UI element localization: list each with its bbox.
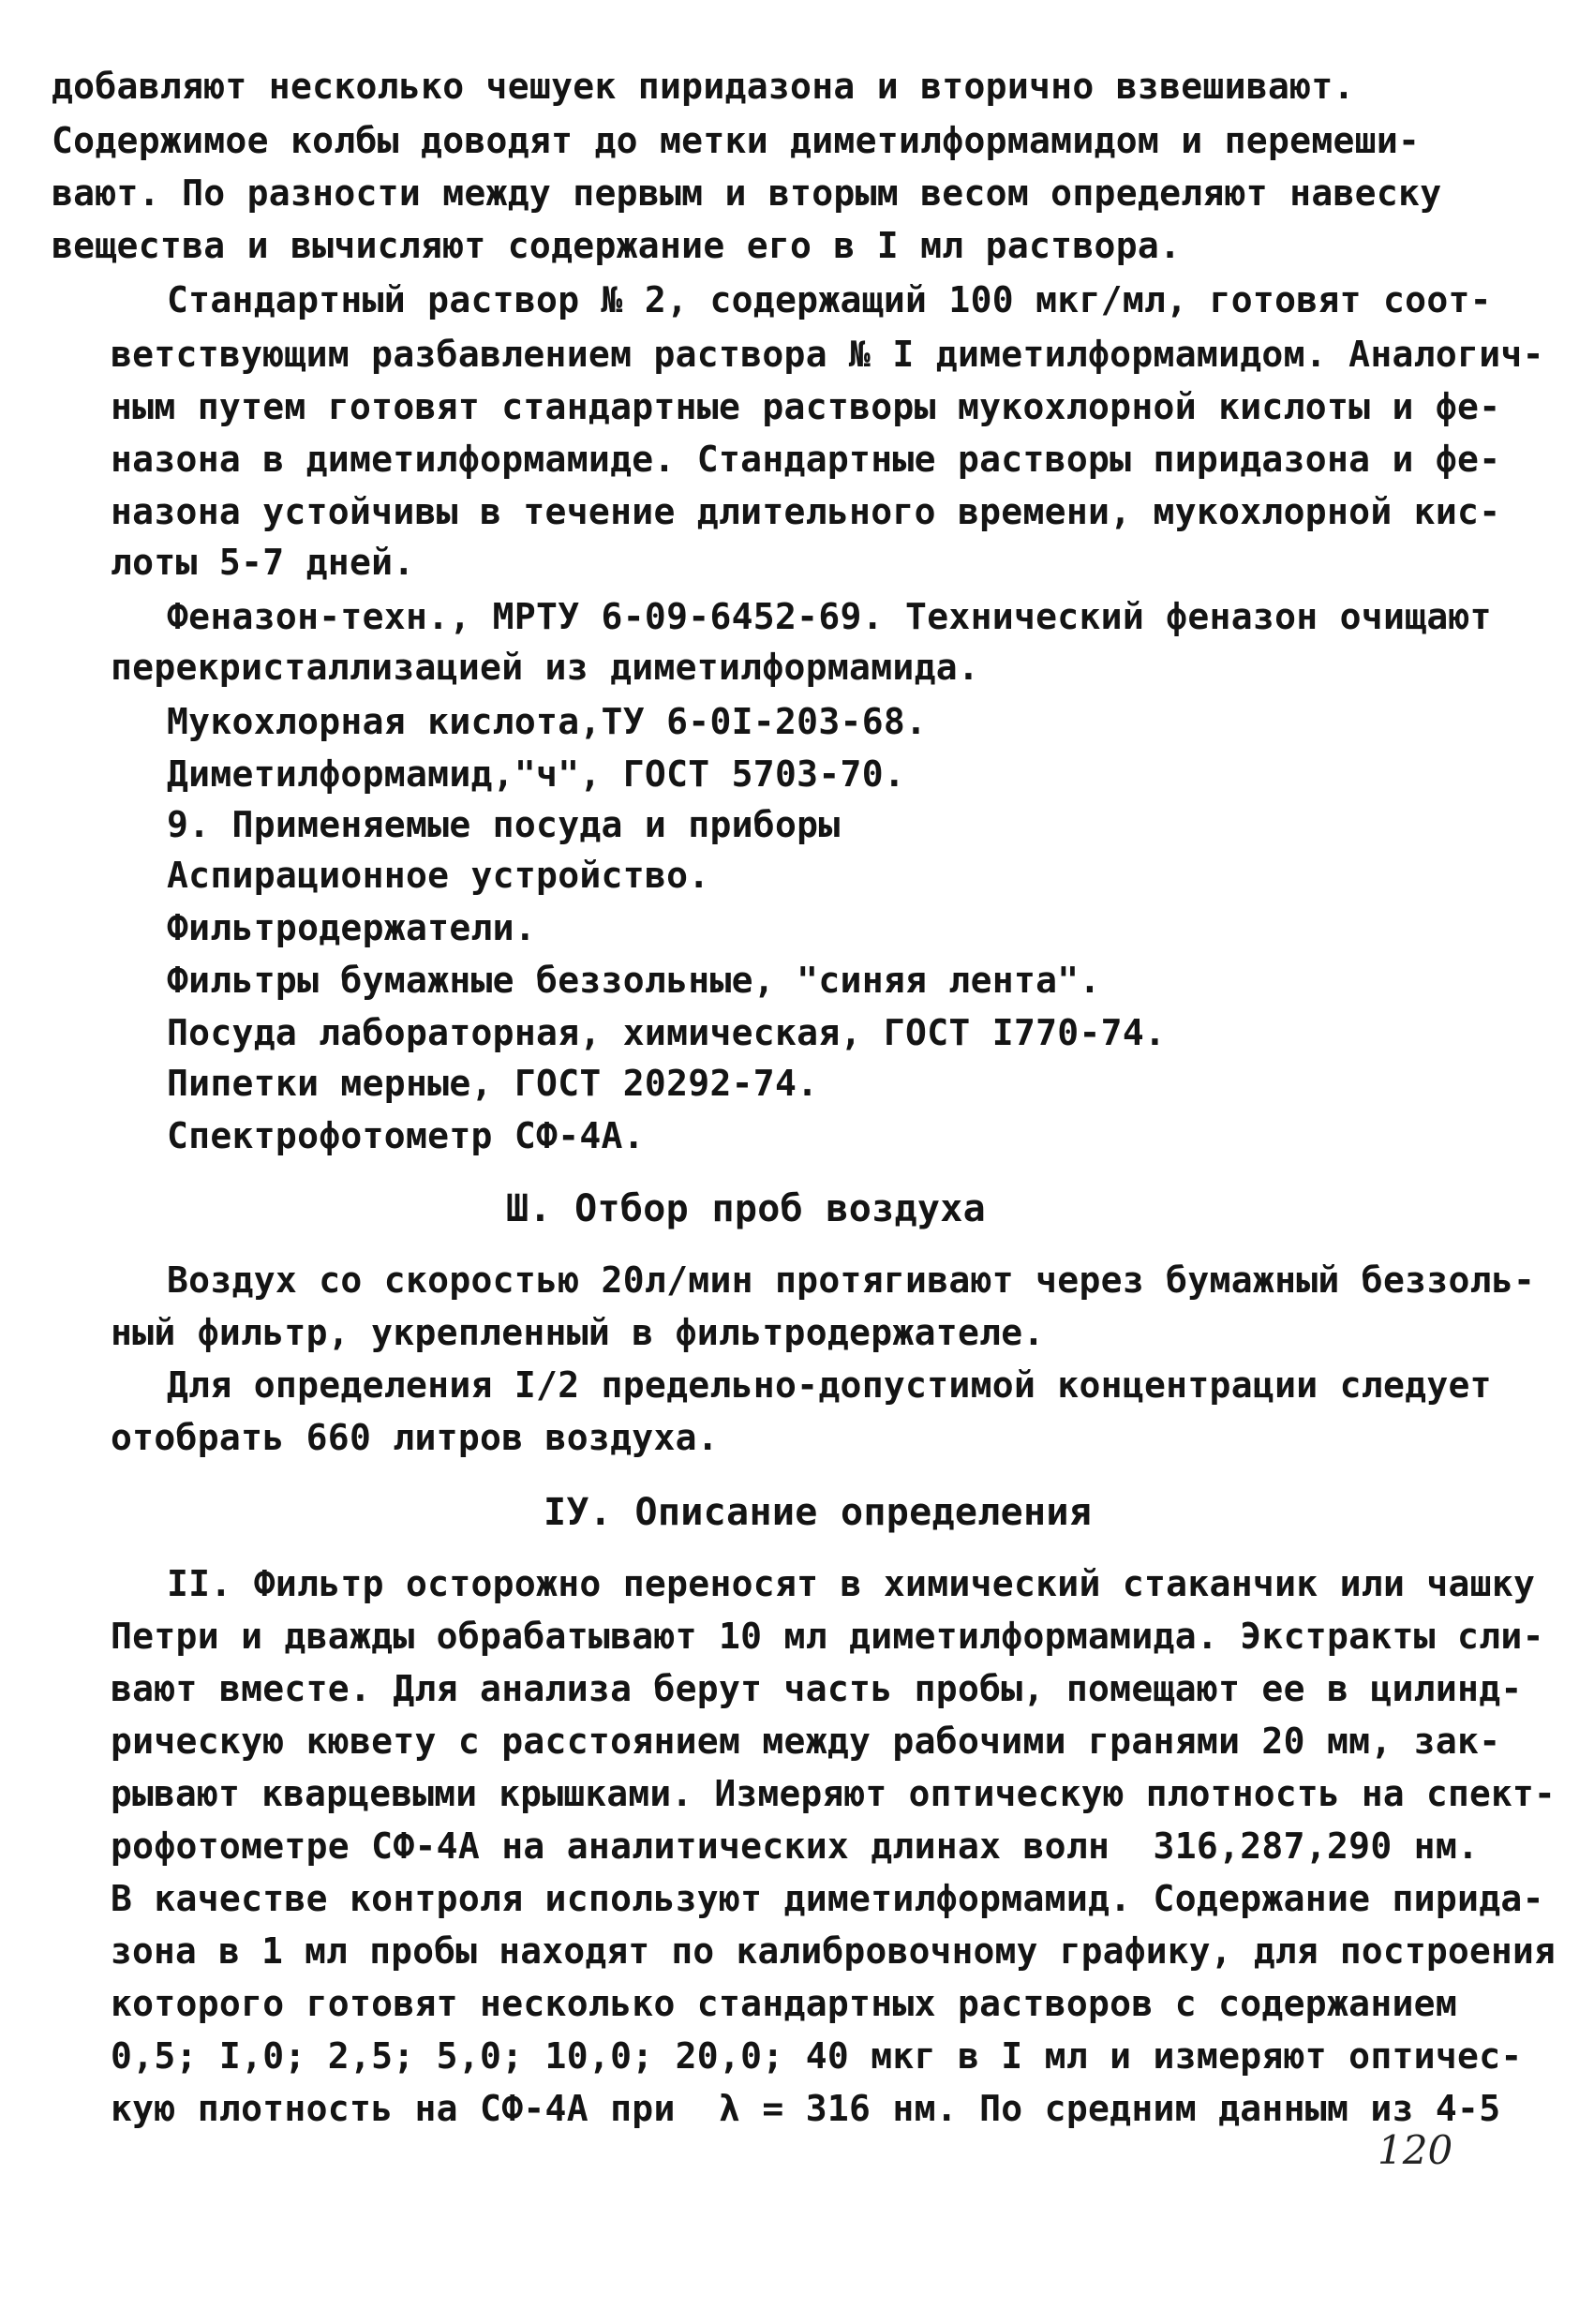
section-heading: IУ. Описание определения bbox=[544, 1491, 1093, 1534]
text-line: Пипетки мерные, ГОСТ 20292-74. bbox=[167, 1063, 819, 1104]
text-line: зона в 1 мл пробы находят по калибровочному графику, для построения bbox=[111, 1930, 1557, 1972]
text-line: 9. Применяемые посуда и приборы bbox=[167, 804, 841, 845]
text-line: вещества и вычисляют содержание его в I мл раствора. bbox=[52, 225, 1182, 266]
text-line: Воздух со скоростью 20л/мин протягивают через бумажный беззоль- bbox=[167, 1259, 1536, 1301]
text-line: II. Фильтр осторожно переносят в химический стаканчик или чашку bbox=[167, 1563, 1536, 1604]
text-line: отобрать 660 литров воздуха. bbox=[111, 1417, 719, 1458]
text-line: рывают кварцевыми крышками. Измеряют оптическую плотность на спект- bbox=[111, 1773, 1557, 1814]
text-line: Посуда лабораторная, химическая, ГОСТ I770-74. bbox=[167, 1012, 1167, 1053]
text-line: рофотометре СФ-4А на аналитических длинах волн 316,287,290 нм. bbox=[111, 1825, 1480, 1867]
text-line: рическую кювету с расстоянием между рабочими гранями 20 мм, зак- bbox=[111, 1721, 1501, 1762]
text-line: Диметилформамид,"ч", ГОСТ 5703-70. bbox=[167, 753, 906, 795]
text-line: Спектрофотометр СФ-4А. bbox=[167, 1115, 645, 1156]
text-line: назона устойчивы в течение длительного времени, мукохлорной кис- bbox=[111, 491, 1501, 532]
text-line: Мукохлорная кислота,ТУ 6-0I-203-68. bbox=[167, 701, 928, 742]
text-line: вают. По разности между первым и вторым весом определяют навеску bbox=[52, 172, 1442, 214]
text-line: Фильтры бумажные беззольные, "синяя лента". bbox=[167, 960, 1101, 1001]
page-number: 120 bbox=[1378, 2127, 1453, 2173]
section-heading: Ш. Отбор проб воздуха bbox=[506, 1187, 987, 1230]
text-line: которого готовят несколько стандартных растворов с содержанием bbox=[111, 1983, 1458, 2024]
text-line: В качестве контроля используют диметилформамид. Содержание пирида- bbox=[111, 1878, 1544, 1919]
text-line: вают вместе. Для анализа берут часть пробы, помещают ее в цилинд- bbox=[111, 1668, 1523, 1709]
text-line: лоты 5-7 дней. bbox=[111, 542, 415, 583]
text-line: Аспирационное устройство. bbox=[167, 855, 710, 896]
text-line: Содержимое колбы доводят до метки диметилформамидом и перемеши- bbox=[52, 120, 1421, 161]
text-line: Феназон-техн., МРТУ 6-09-6452-69. Технический феназон очищают bbox=[167, 596, 1492, 637]
text-line: Петри и дважды обрабатывают 10 мл диметилформамида. Экстракты сли- bbox=[111, 1616, 1544, 1657]
text-line: кую плотность на СФ-4А при λ = 316 нм. По средним данным из 4-5 bbox=[111, 2088, 1501, 2129]
text-line: 0,5; I,0; 2,5; 5,0; 10,0; 20,0; 40 мкг в I мл и измеряют оптичес- bbox=[111, 2035, 1523, 2077]
text-line: Фильтродержатели. bbox=[167, 907, 537, 948]
text-line: перекристаллизацией из диметилформамида. bbox=[111, 647, 980, 688]
text-line: Для определения I/2 предельно-допустимой концентрации следует bbox=[167, 1364, 1492, 1406]
text-line: ный фильтр, укрепленный в фильтродержателе. bbox=[111, 1312, 1045, 1353]
text-line: ным путем готовят стандартные растворы мукохлорной кислоты и фе- bbox=[111, 386, 1501, 427]
text-line: назона в диметилформамиде. Стандартные растворы пиридазона и фе- bbox=[111, 439, 1501, 480]
text-line: добавляют несколько чешуек пиридазона и вторично взвешивают. bbox=[52, 66, 1355, 107]
text-line: ветствующим разбавлением раствора № I диметилформамидом. Аналогич- bbox=[111, 334, 1544, 375]
text-line: Стандартный раствор № 2, содержащий 100 мкг/мл, готовят соот- bbox=[167, 279, 1492, 320]
